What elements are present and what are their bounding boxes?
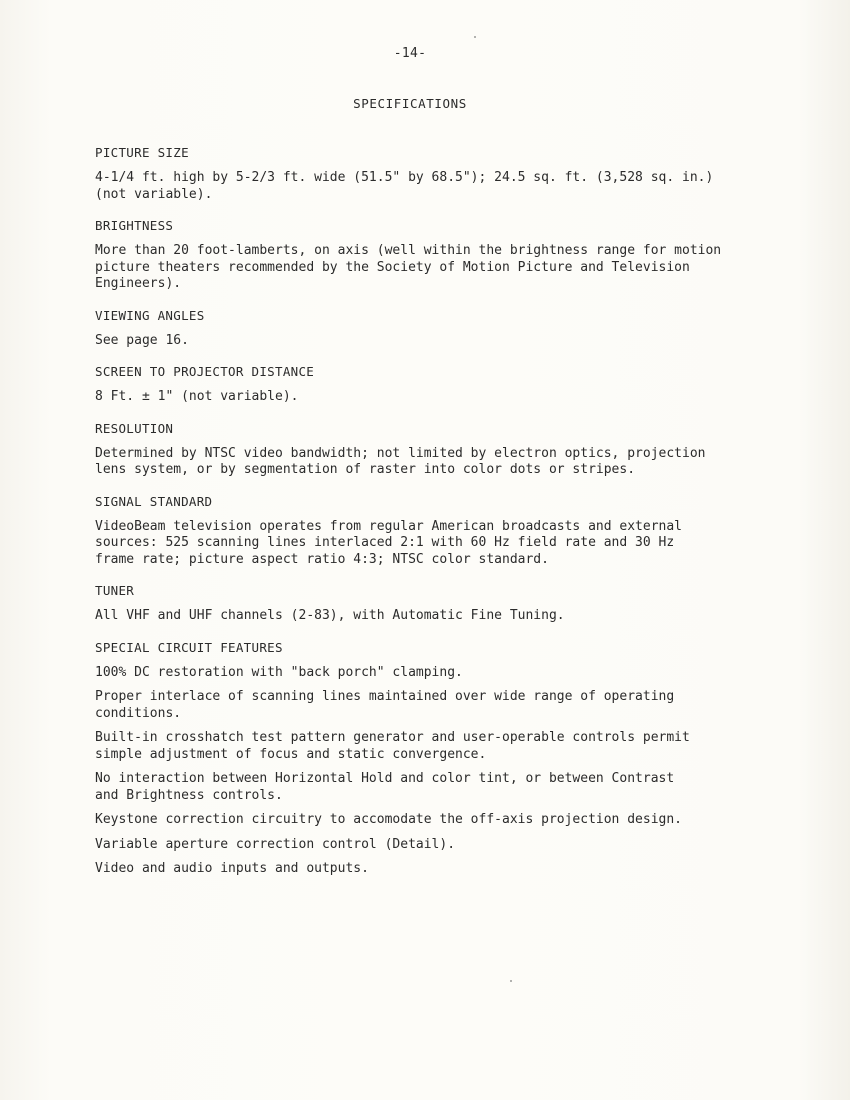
feature-item: Variable aperture correction control (Detail). bbox=[95, 836, 456, 852]
section-brightness bbox=[95, 217, 775, 293]
section-heading: VIEWING ANGLES bbox=[95, 307, 205, 323]
section-heading: SIGNAL STANDARD bbox=[95, 493, 213, 509]
feature-item: No interaction between Horizontal Hold and color tint, or between Contrast and Brightness controls. bbox=[95, 771, 675, 803]
section-screen-distance bbox=[95, 363, 775, 406]
feature-item: Proper interlace of scanning lines maintained over wide range of operating conditions. bbox=[95, 689, 675, 721]
feature-item: Built-in crosshatch test pattern generator and user-operable controls permit simple adjustment of focus and static convergence. bbox=[95, 730, 690, 762]
page-title: SPECIFICATIONS bbox=[353, 96, 467, 111]
section-text: More than 20 foot-lamberts, on axis (well within the brightness range for motion picture theaters recommended by the Society of Motion Picture and Television Engineers). bbox=[95, 243, 722, 291]
section-resolution bbox=[95, 420, 775, 479]
section-heading: SCREEN TO PROJECTOR DISTANCE bbox=[95, 364, 315, 379]
paper-speck bbox=[474, 36, 476, 38]
section-signal-standard bbox=[95, 493, 775, 569]
feature-item: 100% DC restoration with "back porch" clamping. bbox=[95, 664, 463, 680]
section-heading: RESOLUTION bbox=[95, 420, 174, 436]
paper-speck bbox=[510, 980, 512, 982]
section-heading: BRIGHTNESS bbox=[95, 218, 174, 233]
section-text: All VHF and UHF channels (2-83), with Automatic Fine Tuning. bbox=[95, 608, 565, 623]
section-special-circuit-features bbox=[95, 639, 775, 878]
section-text: 8 Ft. ± 1" (not variable). bbox=[95, 389, 299, 404]
section-picture-size bbox=[95, 144, 775, 203]
section-viewing-angles bbox=[95, 307, 775, 350]
specifications-content bbox=[95, 144, 775, 886]
page-number: -14- bbox=[393, 46, 427, 61]
section-text: VideoBeam television operates from regular American broadcasts and external sources: 525 scanning lines interlaced 2:1 with 60 Hz field rate and 30 Hz frame rate; picture aspect ratio 4:3; NTSC color standard. bbox=[95, 518, 682, 567]
section-heading: SPECIAL CIRCUIT FEATURES bbox=[95, 639, 283, 655]
section-heading: TUNER bbox=[95, 583, 135, 598]
section-text: See page 16. bbox=[95, 332, 189, 348]
section-text: 4-1/4 ft. high by 5-2/3 ft. wide (51.5" by 68.5"); 24.5 sq. ft. (3,528 sq. in.) (not variable). bbox=[95, 170, 714, 202]
section-heading: PICTURE SIZE bbox=[95, 145, 189, 160]
feature-item: Video and audio inputs and outputs. bbox=[95, 861, 369, 876]
section-tuner bbox=[95, 582, 775, 625]
feature-item: Keystone correction circuitry to accomodate the off-axis projection design. bbox=[95, 812, 682, 827]
section-text: Determined by NTSC video bandwidth; not limited by electron optics, projection lens system, or by segmentation of raster into color dots or stripes. bbox=[95, 445, 706, 477]
